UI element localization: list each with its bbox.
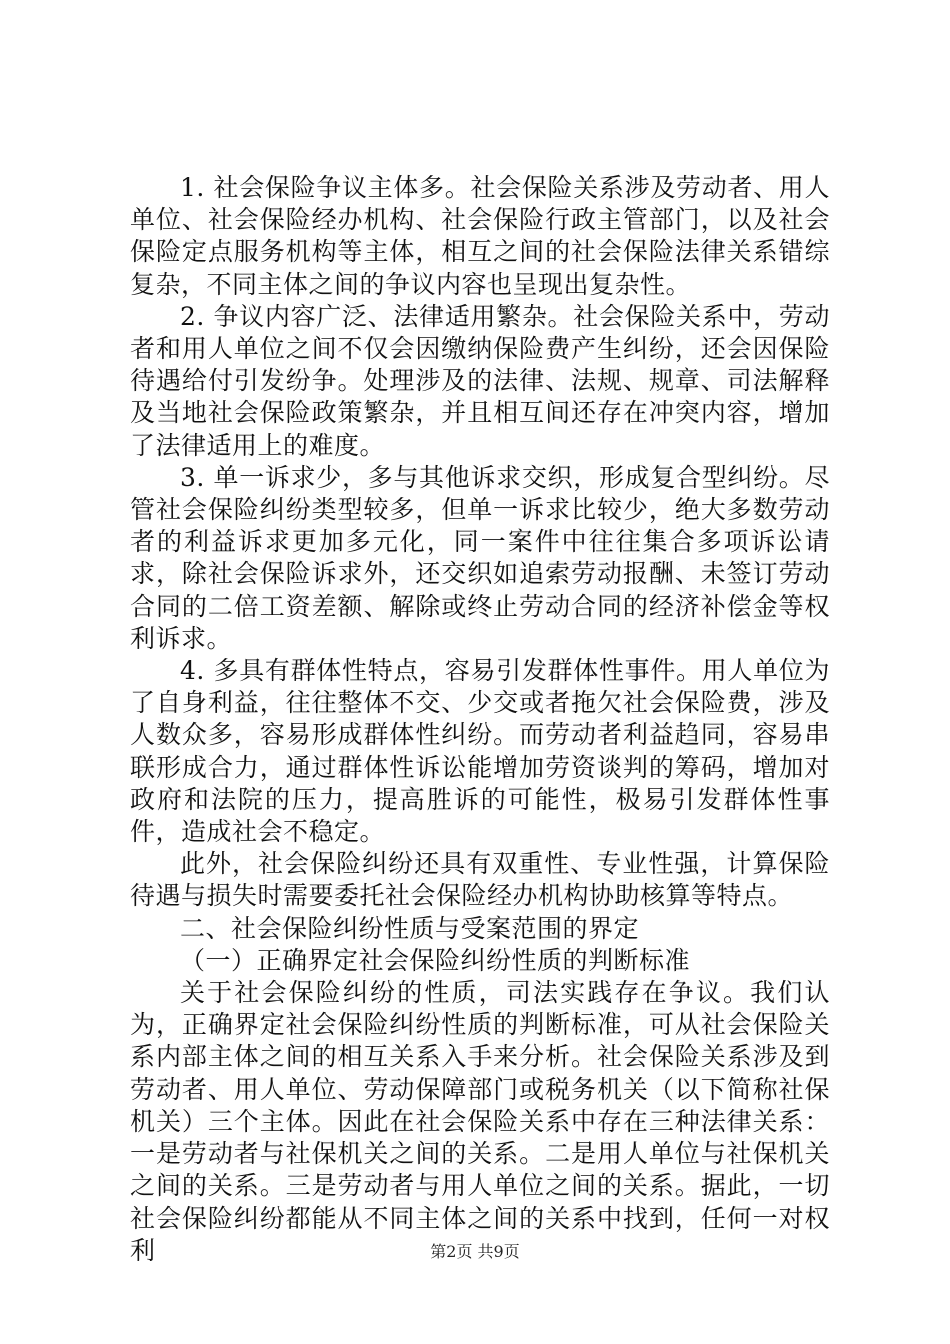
paragraph-final: 关于社会保险纠纷的性质，司法实践存在争议。我们认为，正确界定社会保险纠纷性质的判断标准，可从社会保险关系内部主体之间的相互关系入手来分析。社会保险关系涉及到劳动者、用人单位、劳动保障部门或税务机关（以下简称社保机关）三个主体。因此在社会保险关系中存在三种法律关系：一是劳动者与社保机关之间的关系。二是用人单位与社保机关之间的关系。三是劳动者与用人单位之间的关系。据此，一切社会保险纠纷都能从不同主体之间的关系中找到，任何一对权利 xyxy=(130,978,830,1265)
section-heading: 二、社会保险纠纷性质与受案范围的界定 xyxy=(180,913,640,943)
paragraph-additional: 此外，社会保险纠纷还具有双重性、专业性强，计算保险待遇与损失时需要委托社会保险经办机构协助核算等特点。 xyxy=(130,849,830,911)
page-number: 第2页 共9页 xyxy=(430,1242,520,1261)
paragraph-item-1: 1. 社会保险争议主体多。社会保险关系涉及劳动者、用人单位、社会保险经办机构、社会保险行政主管部门，以及社会保险定点服务机构等主体，相互之间的社会保险法律关系错综复杂，不同主体之间的争议内容也呈现出复杂性。 xyxy=(130,173,830,299)
document-body xyxy=(130,172,830,1267)
paragraph-item-4: 4. 多具有群体性特点，容易引发群体性事件。用人单位为了自身利益，往往整体不交、少交或者拖欠社会保险费，涉及人数众多，容易形成群体性纠纷。而劳动者利益趋同，容易串联形成合力，通过群体性诉讼能增加劳资谈判的筹码，增加对政府和法院的压力，提高胜诉的可能性，极易引发群体性事件，造成社会不稳定。 xyxy=(130,656,830,847)
paragraph-item-2: 2. 争议内容广泛、法律适用繁杂。社会保险关系中，劳动者和用人单位之间不仅会因缴纳保险费产生纠纷，还会因保险待遇给付引发纷争。处理涉及的法律、法规、规章、司法解释及当地社会保险政策繁杂，并且相互间还存在冲突内容，增加了法律适用上的难度。 xyxy=(130,301,830,460)
paragraph-item-3: 3. 单一诉求少，多与其他诉求交织，形成复合型纠纷。尽管社会保险纠纷类型较多，但单一诉求比较少，绝大多数劳动者的利益诉求更加多元化，同一案件中往往集合多项诉讼请求，除社会保险诉求外，还交织如追索劳动报酬、未签订劳动合同的二倍工资差额、解除或终止劳动合同的经济补偿金等权利诉求。 xyxy=(130,462,830,653)
subsection-heading: （一）正确界定社会保险纠纷性质的判断标准 xyxy=(180,945,691,975)
